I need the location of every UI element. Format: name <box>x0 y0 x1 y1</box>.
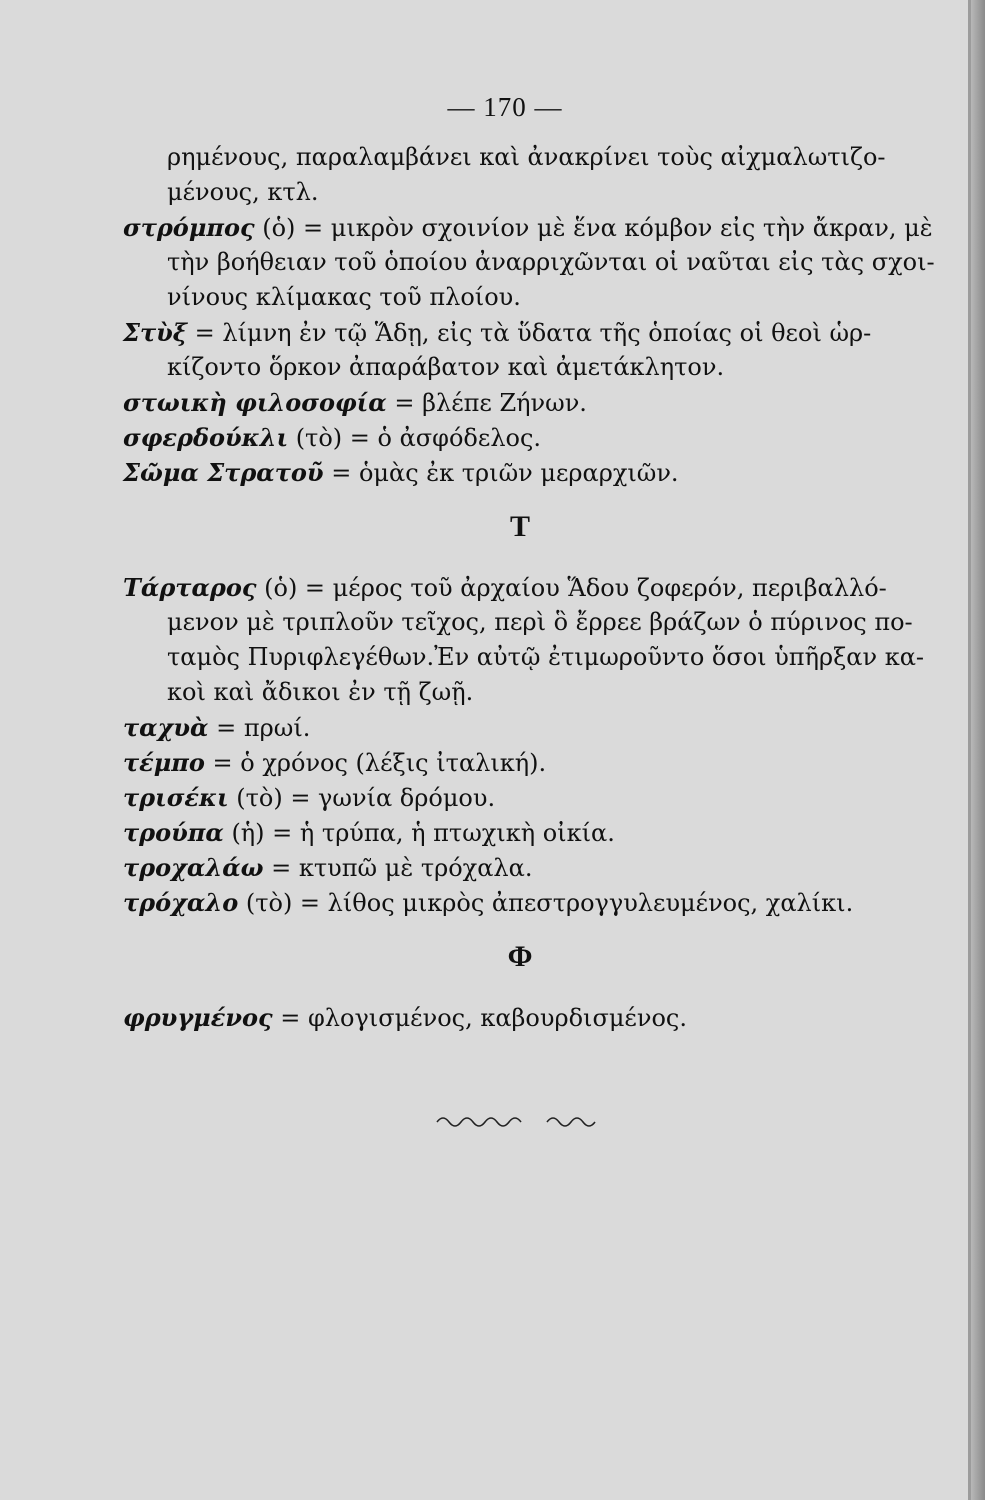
text-line <box>123 885 923 920</box>
entry-definition: = πρωί. <box>208 714 311 742</box>
entry-definition: (τὸ) = λίθος μικρὸς ἀπεστρογγυλευμένος, χαλίκι. <box>238 889 854 917</box>
entry-definition: (ὁ) = μικρὸν σχοινίον μὲ ἕνα κόμβον εἰς τὴν ἄκραν, μὲ <box>254 214 933 242</box>
entry-headword: σφερδούκλι <box>123 423 289 452</box>
text-line <box>123 710 923 745</box>
entry-headword: Τάρταρος <box>123 573 257 602</box>
text-line <box>123 245 935 280</box>
entry-definition: τὴν βοήθειαν τοῦ ὁποίου ἀναρριχῶνται οἱ ναῦται εἰς τὰς σχοι- <box>167 248 935 276</box>
entry-definition: ταμὸς Πυριφλεγέθων.Ἐν αὐτῷ ἐτιμωροῦντο ὅσοι ὑπῆρξαν κα- <box>167 643 925 671</box>
page-number: — 170 — <box>447 92 563 122</box>
entry-headword: τρισέκι <box>123 783 229 812</box>
entry-definition: = ὁμὰς ἐκ τριῶν μεραρχιῶν. <box>323 459 679 487</box>
entry-definition: ρημένους, παραλαμβάνει καὶ ἀνακρίνει τοὺς αἰχμαλωτιζο- <box>167 143 886 171</box>
entry-headword: φρυγμένος <box>123 1003 273 1032</box>
text-line <box>123 640 923 675</box>
text-line <box>123 420 923 455</box>
text-line <box>123 280 923 315</box>
entry-definition: (ὁ) = μέρος τοῦ ἀρχαίου Ἅδου ζοφερόν, περιβαλλό- <box>256 574 887 602</box>
page-edge <box>971 0 985 1500</box>
text-line <box>123 815 923 850</box>
entry-headword: στρόμπος <box>123 213 255 242</box>
entry-headword: τέμπο <box>123 748 205 777</box>
entry-definition: = κτυπῶ μὲ τρόχαλα. <box>263 854 533 882</box>
entry-definition: = φλογισμένος, καβουρδισμένος. <box>272 1004 687 1032</box>
entry-definition: = βλέπε Ζήνων. <box>386 389 587 417</box>
glossary-section-tau <box>123 570 923 920</box>
text-line <box>123 140 923 175</box>
entry-definition: κοὶ καὶ ἄδικοι ἐν τῇ ζωῇ. <box>167 678 474 706</box>
text-line <box>123 745 923 780</box>
text-line <box>123 385 923 420</box>
entry-headword: Σῶμα Στρατοῦ <box>123 458 324 487</box>
text-line <box>123 175 923 210</box>
entry-definition: = ὁ χρόνος (λέξις ἰταλική). <box>204 749 547 777</box>
section-letter-phi: Φ <box>507 940 533 973</box>
end-flourish-ornament <box>435 1108 605 1134</box>
text-line <box>123 675 923 710</box>
entry-headword: τρόχαλο <box>123 888 239 917</box>
entry-definition: μενον μὲ τριπλοῦν τεῖχος, περὶ ὃ ἔρρεε βράζων ὁ πύρινος πο- <box>167 608 913 636</box>
entry-headword: τρούπα <box>123 818 224 847</box>
text-line <box>123 605 923 640</box>
entry-headword: ταχυὰ <box>123 713 209 742</box>
text-line <box>123 570 923 605</box>
text-line <box>123 1000 923 1035</box>
entry-definition: (ἡ) = ἡ τρύπα, ἡ πτωχικὴ οἰκία. <box>223 819 615 847</box>
entry-headword: Στὺξ <box>123 318 187 347</box>
entry-definition: (τὸ) = γωνία δρόμου. <box>228 784 496 812</box>
text-line <box>123 315 923 350</box>
entry-definition: = λίμνη ἐν τῷ Ἅδῃ, εἰς τὰ ὕδατα τῆς ὁποίας οἱ θεοὶ ὡρ- <box>186 319 872 347</box>
text-line <box>123 455 923 490</box>
entry-definition: (τὸ) = ὁ ἀσφόδελος. <box>288 424 542 452</box>
text-line <box>123 210 933 245</box>
text-line <box>123 780 923 815</box>
entry-headword: στωικὴ φιλοσοφία <box>123 388 387 417</box>
text-line <box>123 850 923 885</box>
glossary-section-phi <box>123 1000 923 1035</box>
glossary-section-sigma <box>123 140 935 490</box>
entry-definition: νίνους κλίμακας τοῦ πλοίου. <box>167 283 521 311</box>
entry-headword: τροχαλάω <box>123 853 264 882</box>
text-line <box>123 350 923 385</box>
entry-definition: μένους, κτλ. <box>167 178 319 206</box>
entry-definition: κίζοντο ὅρκον ἀπαράβατον καὶ ἀμετάκλητον. <box>167 353 725 381</box>
section-letter-tau: Τ <box>509 510 530 543</box>
